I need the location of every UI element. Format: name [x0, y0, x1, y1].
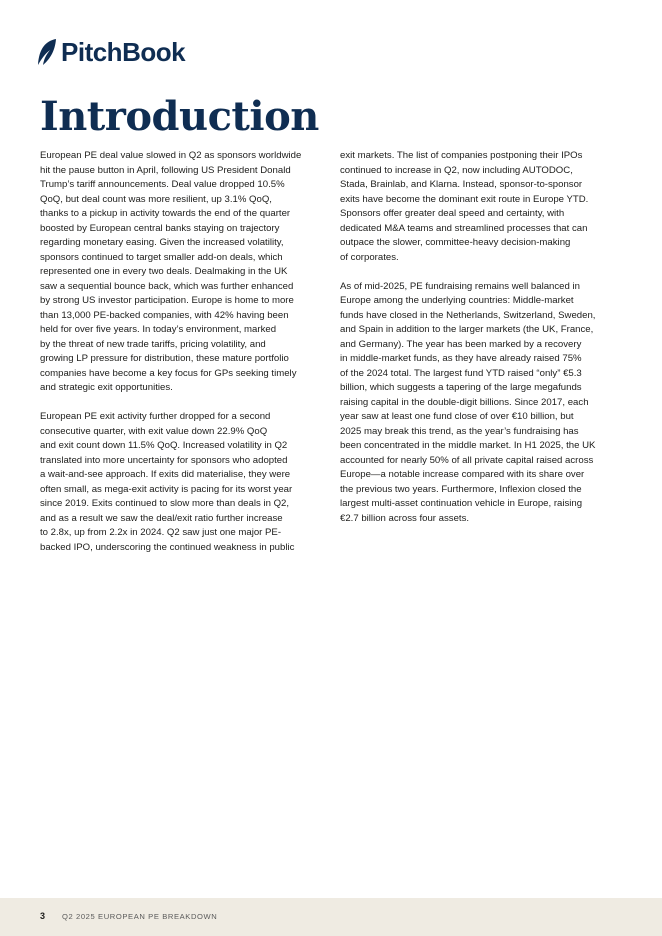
body-text-line: since 2019. Exits continued to slow more than deals in Q2,	[40, 498, 290, 509]
body-text-line: to 2.8x, up from 2.2x in 2024. Q2 saw just one major PE-	[40, 527, 282, 538]
body-text-line: dedicated M&A teams and streamlined processes that can	[340, 222, 588, 234]
body-text-line: boosted by European central banks staying on trajectory	[40, 222, 280, 234]
body-text-line: of corporates.	[340, 251, 399, 263]
body-text-line: Europe among the underlying countries: Middle-market	[340, 295, 574, 306]
body-text-line: Stada, Brainlab, and Klarna. Instead, sponsor-to-sponsor	[340, 179, 583, 190]
body-text-line: and exit count down 11.5% QoQ. Increased volatility in Q2	[40, 440, 288, 451]
body-text-line: European PE exit activity further dropped for a second	[40, 411, 271, 422]
body-text-line: accounted for nearly 50% of all private capital raised across	[340, 454, 594, 466]
body-text-line: translated into more uncertainty for sponsors who adopted	[40, 454, 288, 466]
body-text-line: in middle-market funds, as they have already raised 75%	[340, 353, 582, 364]
body-text-line: by strong US investor participation. Europe is home to more	[40, 295, 294, 306]
body-text-line: continued to increase in Q2, now including AUTODOC,	[340, 164, 573, 176]
body-text-line: than 13,000 PE-backed companies, with 42% having been	[40, 309, 289, 321]
body-text-line: exits have become the dominant exit route in Europe YTD.	[340, 193, 589, 205]
body-text-line: 2025 may break this trend, as the year’s fundraising has	[340, 425, 579, 437]
body-text-line: growing LP pressure for distribution, these mature portfolio	[40, 353, 289, 364]
body-text-line: hit the pause button in April, following US President Donald	[40, 164, 291, 176]
body-text-line: billion, which suggests a tapering of the large megafunds	[340, 382, 582, 393]
pitchbook-leaf-icon	[36, 38, 58, 66]
right-column-text	[340, 149, 624, 526]
body-text-line: and Germany). The year has been marked by a recovery	[340, 338, 582, 350]
pitchbook-logo	[36, 38, 185, 66]
body-text-line: outpace the slower, committee-heavy decision-making	[340, 237, 571, 248]
body-text-line: Europe—a notable increase compared with its share over	[340, 469, 585, 480]
body-text-line: raising capital in the double-digit billions. Since 2017, each	[340, 396, 589, 408]
body-text-line: largest multi-asset continuation vehicle in Europe, raising	[340, 498, 583, 509]
page-title: Introduction	[40, 93, 319, 140]
left-column-text	[40, 149, 324, 555]
page-number: 3	[40, 911, 46, 921]
body-text-line: held for over five years. In today’s environment, marked	[40, 324, 277, 335]
body-text-line: represented one in every two deals. Dealmaking in the UK	[40, 266, 288, 277]
body-text-line: As of mid-2025, PE fundraising remains well balanced in	[340, 280, 580, 292]
body-text-line: been concentrated in the middle market. In H1 2025, the UK	[340, 440, 596, 451]
body-text-line: saw a sequential bounce back, which was further enhanced	[40, 280, 294, 292]
body-text-line: thanks to a pickup in activity towards the end of the quarter	[40, 208, 291, 219]
body-text-line: the previous two years. Furthermore, Inflexion closed the	[340, 483, 582, 495]
body-text-line: European PE deal value slowed in Q2 as sponsors worldwide	[40, 150, 302, 161]
paragraph-gap	[40, 396, 324, 411]
body-text-line: QoQ, but deal count was more resilient, up 3.1% QoQ,	[40, 193, 272, 205]
body-text-line: a wait-and-see approach. If exits did materialise, they were	[40, 469, 291, 480]
body-text-line: regarding monetary easing. Given the increased volatility,	[40, 237, 284, 248]
body-text-line: consecutive quarter, with exit value down 22.9% QoQ	[40, 425, 268, 437]
body-text-line: and strategic exit opportunities.	[40, 382, 173, 393]
body-text-line: Sponsors offer greater deal speed and certainty, with	[340, 208, 565, 219]
body-text-line: Trump’s tariff announcements. Deal value dropped 10.5%	[40, 179, 285, 190]
body-text-line: €2.7 billion across four assets.	[340, 512, 470, 524]
body-text-line: of the 2024 total. The largest fund YTD raised “only” €5.3	[340, 367, 582, 379]
brand-name: PitchBook	[61, 37, 186, 67]
body-text-line: exit markets. The list of companies postponing their IPOs	[340, 150, 583, 161]
body-text-line: sponsors continued to target smaller add-on deals, which	[40, 251, 283, 263]
body-text-line: and Spain in addition to the larger markets (the UK, France,	[340, 324, 594, 335]
body-text-line: by the threat of new trade tariffs, pricing volatility, and	[40, 338, 266, 350]
report-name: Q2 2025 EUROPEAN PE BREAKDOWN	[62, 912, 218, 921]
body-text-line: companies have become a key focus for GPs seeking timely	[40, 367, 297, 379]
body-text-line: backed IPO, underscoring the continued weakness in public	[40, 541, 295, 553]
body-text-line: often small, as mega-exit activity is pacing for its worst year	[40, 483, 293, 495]
body-text-line: funds have closed in the Netherlands, Switzerland, Sweden,	[340, 309, 596, 321]
body-text-line: year saw at least one fund close of over €10 billion, but	[340, 411, 574, 422]
paragraph-gap	[340, 265, 624, 280]
body-text-line: and as a result we saw the deal/exit ratio further increase	[40, 512, 283, 524]
